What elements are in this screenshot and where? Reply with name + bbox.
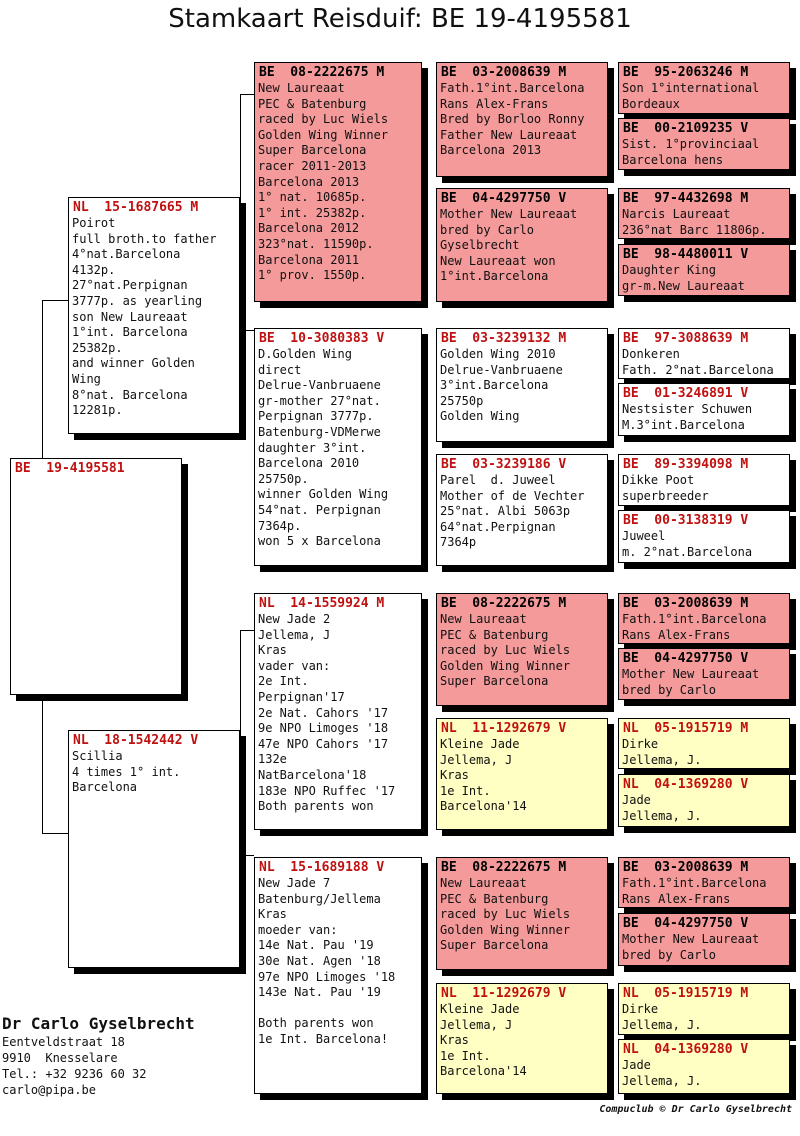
ring-number: BE 04-4297750 V bbox=[441, 191, 567, 206]
ring-number: BE 08-2222675 M bbox=[441, 860, 567, 875]
pigeon-notes: Poirot full broth.to father 4°nat.Barcelona 4132p. 27°nat.Perpignan 3777p. as yearling son New Laureaat 1°int. Barcelona 25382p. and winner Golden Wing 8°nat. Barcelona 12281p. bbox=[72, 216, 217, 418]
pigeon-card-dam bbox=[68, 730, 240, 968]
owner-block bbox=[2, 1014, 195, 1098]
pigeon-card-g3-4 bbox=[436, 593, 608, 706]
ring-number: BE 89-3394098 M bbox=[623, 457, 749, 472]
ring-number: BE 19-4195581 bbox=[15, 461, 125, 476]
ring-number: BE 03-2008639 M bbox=[623, 596, 749, 611]
ring-number: NL 18-1542442 V bbox=[73, 733, 199, 748]
connector bbox=[42, 833, 68, 834]
pigeon-card-g2-2 bbox=[254, 593, 422, 830]
pigeon-notes: Daughter King gr-m.New Laureaat bbox=[622, 263, 745, 293]
pigeon-notes: D.Golden Wing direct Delrue-Vanbruaene gr-mother 27°nat. Perpignan 3777p. Batenburg-VDMerwe daughter 3°int. Barcelona 2010 25750p. winner Golden Wing 54°nat. Perpignan 7364p. won 5 x Barcelona bbox=[258, 347, 389, 549]
pigeon-card-g4-1 bbox=[618, 118, 790, 170]
pigeon-card-g3-3 bbox=[436, 454, 608, 566]
pigeon-notes: New Laureaat PEC & Batenburg raced by Luc Wiels Golden Wing Winner Super Barcelona bbox=[440, 876, 571, 953]
pigeon-card-g4-6 bbox=[618, 454, 790, 506]
pigeon-notes: Juweel m. 2°nat.Barcelona bbox=[622, 529, 753, 559]
pigeon-card-g3-1 bbox=[436, 188, 608, 302]
pigeon-card-g3-2 bbox=[436, 328, 608, 442]
pigeon-notes: Kleine Jade Jellema, J Kras 1e Int. Barcelona'14 bbox=[440, 1002, 527, 1079]
ring-number: BE 00-3138319 V bbox=[623, 513, 749, 528]
pigeon-card-g4-0 bbox=[618, 62, 790, 114]
pigeon-notes: Donkeren Fath. 2°nat.Barcelona bbox=[622, 347, 774, 377]
pigeon-notes: Parel d. Juweel Mother of de Vechter 25°nat. Albi 5063p 64°nat.Perpignan 7364p bbox=[440, 473, 585, 550]
ring-number: NL 05-1915719 M bbox=[623, 721, 749, 736]
pigeon-card-g4-13 bbox=[618, 913, 790, 966]
ring-number: BE 01-3246891 V bbox=[623, 386, 749, 401]
connector bbox=[42, 700, 43, 833]
ring-number: BE 03-3239186 V bbox=[441, 457, 567, 472]
pigeon-notes: Fath.1°int.Barcelona Rans Alex-Frans Bred by Borloo Ronny Father New Laureaat Barcelona 2013 bbox=[440, 81, 585, 158]
ring-number: BE 04-4297750 V bbox=[623, 916, 749, 931]
pigeon-card-g4-9 bbox=[618, 648, 790, 700]
ring-number: NL 04-1369280 V bbox=[623, 1042, 749, 1057]
owner-email: carlo@pipa.be bbox=[2, 1083, 96, 1097]
pigeon-card-g3-6 bbox=[436, 857, 608, 970]
ring-number: BE 97-3088639 M bbox=[623, 331, 749, 346]
pigeon-card-g4-14 bbox=[618, 983, 790, 1035]
pigeon-notes: Dirke Jellema, J. bbox=[622, 737, 702, 767]
connector bbox=[240, 330, 254, 331]
connector bbox=[240, 630, 241, 855]
pigeon-notes: Fath.1°int.Barcelona Rans Alex-Frans bbox=[622, 612, 767, 642]
pigeon-notes: Scillia 4 times 1° int. Barcelona bbox=[72, 749, 181, 795]
pigeon-notes: Jade Jellema, J. bbox=[622, 793, 702, 823]
ring-number: BE 04-4297750 V bbox=[623, 651, 749, 666]
page-title: Stamkaart Reisduif: BE 19-4195581 bbox=[168, 4, 632, 34]
pigeon-notes: New Jade 2 Jellema, J Kras vader van: 2e Int. Perpignan'17 2e Nat. Cahors '17 9e NPO Limoges '18 47e NPO Cahors '17 132e NatBarcelona'18 183e NPO Ruffec '17 Both parents won bbox=[258, 612, 396, 814]
pigeon-notes: Narcis Laureaat 236°nat Barc 11806p. bbox=[622, 207, 767, 237]
ring-number: BE 97-4432698 M bbox=[623, 191, 749, 206]
ring-number: BE 03-3239132 M bbox=[441, 331, 567, 346]
pigeon-card-g3-7 bbox=[436, 983, 608, 1094]
owner-address: Eentveldstraat 18 bbox=[2, 1035, 125, 1049]
pigeon-notes: Dirke Jellema, J. bbox=[622, 1002, 702, 1032]
ring-number: NL 11-1292679 V bbox=[441, 721, 567, 736]
pigeon-notes: Nestsister Schuwen M.3°int.Barcelona bbox=[622, 402, 753, 432]
pigeon-card-g3-5 bbox=[436, 718, 608, 830]
ring-number: BE 00-2109235 V bbox=[623, 121, 749, 136]
pigeon-notes: Mother New Laureaat bred by Carlo bbox=[622, 932, 760, 962]
owner-city: 9910 Knesselare bbox=[2, 1051, 118, 1065]
connector bbox=[240, 94, 254, 95]
pigeon-card-g4-5 bbox=[618, 383, 790, 436]
ring-number: BE 03-2008639 M bbox=[623, 860, 749, 875]
pigeon-notes: Golden Wing 2010 Delrue-Vanbruaene 3°int.Barcelona 25750p Golden Wing bbox=[440, 347, 563, 424]
ring-number: NL 11-1292679 V bbox=[441, 986, 567, 1001]
ring-number: NL 04-1369280 V bbox=[623, 777, 749, 792]
pigeon-card-g4-15 bbox=[618, 1039, 790, 1094]
pigeon-card-g4-2 bbox=[618, 188, 790, 239]
pigeon-card-g3-0 bbox=[436, 62, 608, 177]
pigeon-card-g4-4 bbox=[618, 328, 790, 379]
pigeon-notes: Kleine Jade Jellema, J Kras 1e Int. Barcelona'14 bbox=[440, 737, 527, 814]
pigeon-card-g4-11 bbox=[618, 774, 790, 827]
pigeon-card-sire bbox=[68, 197, 240, 434]
ring-number: BE 08-2222675 M bbox=[441, 596, 567, 611]
owner-name: Dr Carlo Gyselbrecht bbox=[2, 1014, 195, 1033]
pigeon-notes: Mother New Laureaat bred by Carlo bbox=[622, 667, 760, 697]
connector bbox=[240, 630, 254, 631]
pigeon-card-subject bbox=[10, 458, 182, 695]
pigeon-card-g4-7 bbox=[618, 510, 790, 563]
pigeon-notes: Sist. 1°provinciaal Barcelona hens bbox=[622, 137, 760, 167]
pigeon-card-g4-3 bbox=[618, 244, 790, 296]
pigeon-card-g4-8 bbox=[618, 593, 790, 644]
pigeon-card-g2-1 bbox=[254, 328, 422, 566]
ring-number: BE 03-2008639 M bbox=[441, 65, 567, 80]
owner-phone: Tel.: +32 9236 60 32 bbox=[2, 1067, 147, 1081]
ring-number: BE 95-2063246 M bbox=[623, 65, 749, 80]
ring-number: NL 15-1689188 V bbox=[259, 860, 385, 875]
pigeon-notes: New Jade 7 Batenburg/Jellema Kras moeder van: 14e Nat. Pau '19 30e Nat. Agen '18 97e NPO Limoges '18 143e Nat. Pau '19 Both parents won 1e Int. Barcelona! bbox=[258, 876, 396, 1046]
pigeon-notes: Jade Jellema, J. bbox=[622, 1058, 702, 1088]
footer-credit: Compuclub © Dr Carlo Gyselbrecht bbox=[599, 1104, 792, 1115]
connector bbox=[240, 855, 254, 856]
ring-number: BE 98-4480011 V bbox=[623, 247, 749, 262]
connector bbox=[240, 94, 241, 330]
pigeon-card-g4-10 bbox=[618, 718, 790, 769]
pigeon-notes: Son 1°international Bordeaux bbox=[622, 81, 760, 111]
pigeon-card-g2-3 bbox=[254, 857, 422, 1094]
pigeon-card-g4-12 bbox=[618, 857, 790, 908]
pigeon-notes: New Laureaat PEC & Batenburg raced by Luc Wiels Golden Wing Winner Super Barcelona bbox=[440, 612, 571, 689]
pigeon-notes: Mother New Laureaat bred by Carlo Gyselbrecht New Laureaat won 1°int.Barcelona bbox=[440, 207, 578, 284]
ring-number: BE 08-2222675 M bbox=[259, 65, 385, 80]
pigeon-notes: Fath.1°int.Barcelona Rans Alex-Frans bbox=[622, 876, 767, 906]
connector bbox=[42, 300, 43, 458]
ring-number: NL 15-1687665 M bbox=[73, 200, 199, 215]
pigeon-card-g2-0 bbox=[254, 62, 422, 302]
ring-number: NL 14-1559924 M bbox=[259, 596, 385, 611]
connector bbox=[42, 300, 68, 301]
ring-number: BE 10-3080383 V bbox=[259, 331, 385, 346]
pigeon-notes: Dikke Poot superbreeder bbox=[622, 473, 709, 503]
ring-number: NL 05-1915719 M bbox=[623, 986, 749, 1001]
pigeon-notes: New Laureaat PEC & Batenburg raced by Luc Wiels Golden Wing Winner Super Barcelona racer 2011-2013 Barcelona 2013 1° nat. 10685p. 1° int. 25382p. Barcelona 2012 323°nat. 11590p. Barcelona 2011 1° prov. 1550p. bbox=[258, 81, 389, 283]
